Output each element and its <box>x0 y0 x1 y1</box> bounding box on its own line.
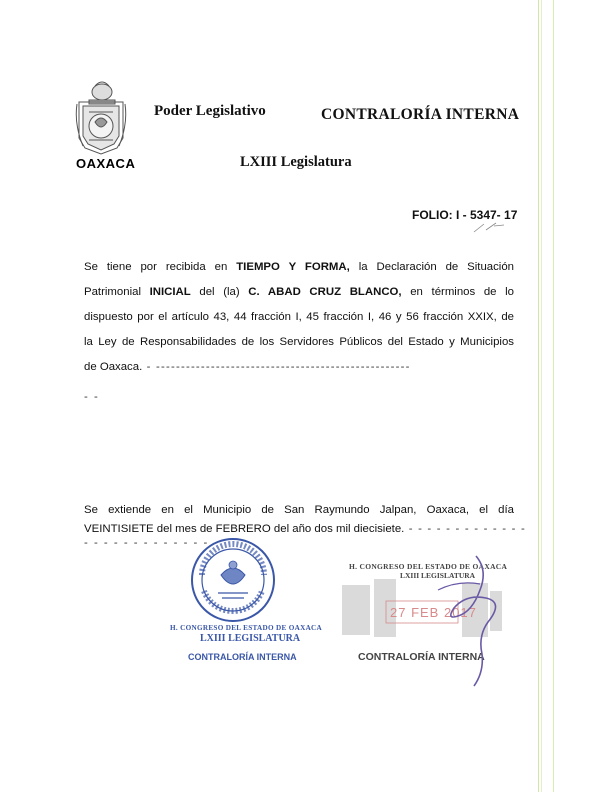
folio-number: FOLIO: I - 5347- 17 <box>412 208 518 222</box>
declaration-paragraph <box>84 255 514 380</box>
header-left-title: Poder Legislativo <box>154 103 266 119</box>
issuance-paragraph <box>84 501 526 539</box>
text-run: del (la) <box>190 286 249 298</box>
header-right-title: CONTRALORÍA INTERNA <box>321 106 520 123</box>
filler-dashes: - --------------------------------------------------- <box>142 361 411 373</box>
seal-label: OAXACA <box>76 156 136 171</box>
stamp-text: LXIII LEGISLATURA <box>200 633 301 644</box>
stamp-text: H. CONGRESO DEL ESTADO DE OAXACA <box>349 562 508 571</box>
edge-guide-line <box>541 0 542 792</box>
text-run: VEINTISIETE del mes de FEBRERO del año dos mil diecisiete. <box>84 523 405 535</box>
edge-guide-line <box>553 0 554 792</box>
header-subtitle: LXIII Legislatura <box>240 154 352 170</box>
paragraph-line <box>84 355 514 380</box>
filler-dashes: - - - - - - - - - - - - - <box>404 523 526 535</box>
stamp-text: CONTRALORÍA INTERNA <box>358 651 485 663</box>
declarant-name: C. ABAD CRUZ BLANCO, <box>248 286 402 298</box>
edge-guide-line <box>538 0 539 792</box>
filler-dashes: - - <box>84 391 100 403</box>
text-run: de Oaxaca. <box>84 361 143 373</box>
filler-dashes: - - - - - - - - - - - - - <box>84 537 209 549</box>
emphasis-text: TIEMPO Y FORMA, <box>236 261 350 273</box>
emphasis-text: INICIAL <box>149 286 191 298</box>
received-date: 27 FEB 2017 <box>390 605 477 620</box>
paragraph-line <box>84 280 514 305</box>
handwritten-signature-icon <box>418 550 508 690</box>
text-run: Patrimonial <box>84 286 150 298</box>
text-run: Se tiene por recibida en <box>84 261 237 273</box>
text-run: en términos de lo <box>401 286 514 298</box>
paragraph-line: la Ley de Responsabilidades de los Servidores Públicos del Estado y Municipios <box>84 336 514 348</box>
paragraph-line <box>84 255 514 280</box>
folio-scribble-icon <box>470 220 510 234</box>
paragraph-line: dispuesto por el artículo 43, 44 fracción I, 45 fracción I, 46 y 56 fracción XXIX, de <box>84 311 514 323</box>
text-run: la Declaración de Situación <box>349 261 515 273</box>
round-legislative-seal-icon <box>188 535 278 625</box>
paragraph-line: Se extiende en el Municipio de San Raymundo Jalpan, Oaxaca, el día <box>84 504 514 516</box>
state-coat-of-arms-icon <box>75 78 127 156</box>
stamp-text: LXIII LEGISLATURA <box>400 571 476 580</box>
stamp-text: H. CONGRESO DEL ESTADO DE OAXACA <box>170 624 323 632</box>
stamp-text: CONTRALORÍA INTERNA <box>188 652 297 662</box>
